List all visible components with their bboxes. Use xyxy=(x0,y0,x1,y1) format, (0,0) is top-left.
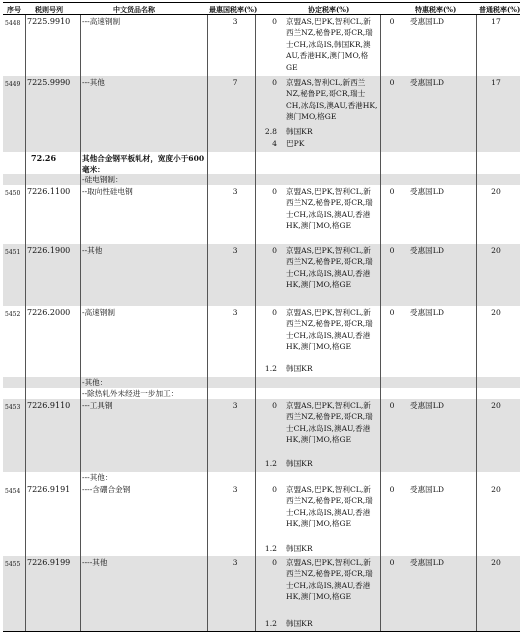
row-code: 7226.2000 xyxy=(27,308,71,317)
row-desc: ----含硼合金钢 xyxy=(82,485,131,494)
header-special: 特惠税率(%) xyxy=(415,4,457,14)
subheading-text: -硅电钢制： xyxy=(82,175,123,184)
row-general: 20 xyxy=(491,187,501,196)
row-special-text: 受惠国LD xyxy=(410,558,444,567)
row-special-rate: 0 xyxy=(389,246,395,255)
row-agreement-text: 京盟AS,巴PK,智利CL,新西兰NZ,秘鲁PE,哥CR,瑞士CH,冰岛IS,澳AU,香港HK,澳门MO,格GE xyxy=(286,485,373,529)
row-agreement-rate: 0 xyxy=(272,78,277,87)
row-agreement-rate-extra: 1.2 xyxy=(264,619,277,628)
column-divider xyxy=(255,15,256,631)
row-mfn: 3 xyxy=(232,187,238,196)
row-mfn: 3 xyxy=(232,308,238,317)
row-agreement-rate-extra: 1.2 xyxy=(264,364,277,373)
row-agreement-rate: 0 xyxy=(272,558,277,567)
row-special-rate: 0 xyxy=(389,17,395,26)
row-general: 20 xyxy=(491,246,501,255)
row-special-rate: 0 xyxy=(389,558,395,567)
row-mfn: 7 xyxy=(232,78,238,87)
column-divider xyxy=(25,15,26,631)
row-special-text: 受惠国LD xyxy=(410,485,444,494)
row-agreement-rate: 0 xyxy=(272,401,277,410)
heading-code: 72.26 xyxy=(31,153,57,163)
row-special-text: 受惠国LD xyxy=(410,78,444,87)
row-code: 7226.9191 xyxy=(27,485,71,494)
row-agreement-rate: 0 xyxy=(272,308,277,317)
row-agreement-text: 京盟AS,巴PK,智利CL,新西兰NZ,秘鲁PE,哥CR,瑞士CH,冰岛IS,澳AU,香港HK,澳门MO,格GE xyxy=(286,308,373,352)
heading-desc: 其他合金钢平板轧材，宽度小于600毫米： xyxy=(82,154,205,175)
row-mfn: 3 xyxy=(232,558,238,567)
row-special-rate: 0 xyxy=(389,485,395,494)
column-divider xyxy=(380,15,381,631)
row-desc: --其他 xyxy=(82,246,103,255)
row-code: 7225.9910 xyxy=(27,17,71,26)
header-agreement: 协定税率(%) xyxy=(308,4,350,14)
table-bottom-rule xyxy=(3,631,520,632)
row-seq: 5454 xyxy=(5,488,21,495)
row-general: 20 xyxy=(491,558,501,567)
row-agreement-text: 京盟AS,巴PK,智利CL,新西兰NZ,秘鲁PE,哥CR,瑞士CH,冰岛IS,澳AU,香港HK,澳门MO,格GE xyxy=(286,187,373,231)
row-desc: ---高速钢制 xyxy=(82,17,121,26)
row-general: 17 xyxy=(491,78,501,87)
row-special-text: 受惠国LD xyxy=(410,17,444,26)
subheading-text: --除热轧外未经进一步加工： xyxy=(82,389,179,398)
row-agreement-text-extra: 韩国KR xyxy=(286,127,313,136)
column-divider xyxy=(476,15,477,631)
row-seq: 5449 xyxy=(5,81,21,88)
row-mfn: 3 xyxy=(232,401,238,410)
row-desc: -高速钢制 xyxy=(82,308,115,317)
row-special-text: 受惠国LD xyxy=(410,308,444,317)
table-header xyxy=(3,2,520,15)
row-code: 7226.9110 xyxy=(27,401,71,410)
header-seq: 序号 xyxy=(7,4,21,14)
row-seq: 5451 xyxy=(5,249,21,256)
row-desc: --取向性硅电钢 xyxy=(82,187,133,196)
column-divider xyxy=(207,15,208,631)
header-general: 普通税率(%) xyxy=(479,4,521,14)
row-agreement-rate-extra: 1.2 xyxy=(264,544,277,553)
row-general: 20 xyxy=(491,308,501,317)
row-agreement-rate: 0 xyxy=(272,485,277,494)
row-general: 20 xyxy=(491,401,501,410)
header-code: 税则号列 xyxy=(35,4,63,14)
row-special-text: 受惠国LD xyxy=(410,187,444,196)
row-general: 17 xyxy=(491,17,501,26)
row-desc: ---工具钢 xyxy=(82,401,113,410)
row-special-rate: 0 xyxy=(389,308,395,317)
row-code: 7226.9199 xyxy=(27,558,71,567)
row-mfn: 3 xyxy=(232,485,238,494)
row-special-text: 受惠国LD xyxy=(410,246,444,255)
row-agreement-rate: 0 xyxy=(272,17,277,26)
row-agreement-rate-extra: 2.8 xyxy=(264,127,277,136)
row-seq: 5453 xyxy=(5,404,21,411)
row-mfn: 3 xyxy=(232,17,238,26)
row-code: 7225.9990 xyxy=(27,78,71,87)
row-seq: 5452 xyxy=(5,311,21,318)
row-agreement-text-extra: 韩国KR xyxy=(286,364,313,373)
row-general: 20 xyxy=(491,485,501,494)
row-agreement-text: 京盟AS,巴PK,智利CL,新西兰NZ,秘鲁PE,哥CR,瑞士CH,冰岛IS,澳AU,香港HK,澳门MO,格GE xyxy=(286,558,373,602)
row-code: 7226.1900 xyxy=(27,246,71,255)
row-seq: 5455 xyxy=(5,561,21,568)
row-desc: ---其他 xyxy=(82,78,105,87)
row-special-rate: 0 xyxy=(389,78,395,87)
row-agreement-text-extra: 韩国KR xyxy=(286,619,313,628)
row-agreement-rate-extra: 1.2 xyxy=(264,459,277,468)
row-agreement-text-extra: 巴PK xyxy=(286,139,305,148)
row-agreement-text: 京盟AS,巴PK,智利CL,新西兰NZ,秘鲁PE,哥CR,瑞士CH,冰岛IS,澳AU,香港HK,澳门MO,格GE xyxy=(286,401,373,445)
row-agreement-rate-extra: 4 xyxy=(272,139,277,148)
row-special-rate: 0 xyxy=(389,401,395,410)
row-special-text: 受惠国LD xyxy=(410,401,444,410)
row-desc: ----其他 xyxy=(82,558,108,567)
row-seq: 5448 xyxy=(5,20,21,27)
row-agreement-text-extra: 韩国KR xyxy=(286,544,313,553)
row-agreement-text: 京盟AS,智利CL,新西兰NZ,秘鲁PE,哥CR,瑞士CH,冰岛IS,澳AU,香港HK,澳门MO,格GE xyxy=(286,78,378,122)
row-mfn: 3 xyxy=(232,246,238,255)
row-agreement-text: 京盟AS,巴PK,智利CL,新西兰NZ,秘鲁PE,哥CR,瑞士CH,冰岛IS,韩国KR,澳AU,香港HK,澳门MO,格GE xyxy=(286,17,373,72)
subheading-text: ---其他： xyxy=(82,473,113,482)
header-mfn: 最惠国税率(%) xyxy=(209,4,258,14)
column-divider xyxy=(80,15,81,631)
row-special-rate: 0 xyxy=(389,187,395,196)
header-desc: 中文货品名称 xyxy=(113,4,155,14)
row-code: 7226.1100 xyxy=(27,187,71,196)
row-agreement-text: 京盟AS,巴PK,智利CL,新西兰NZ,秘鲁PE,哥CR,瑞士CH,冰岛IS,澳AU,香港HK,澳门MO,格GE xyxy=(286,246,373,290)
row-agreement-rate: 0 xyxy=(272,246,277,255)
row-agreement-rate: 0 xyxy=(272,187,277,196)
row-seq: 5450 xyxy=(5,190,21,197)
row-agreement-text-extra: 韩国KR xyxy=(286,459,313,468)
subheading-text: -其他： xyxy=(82,378,108,387)
